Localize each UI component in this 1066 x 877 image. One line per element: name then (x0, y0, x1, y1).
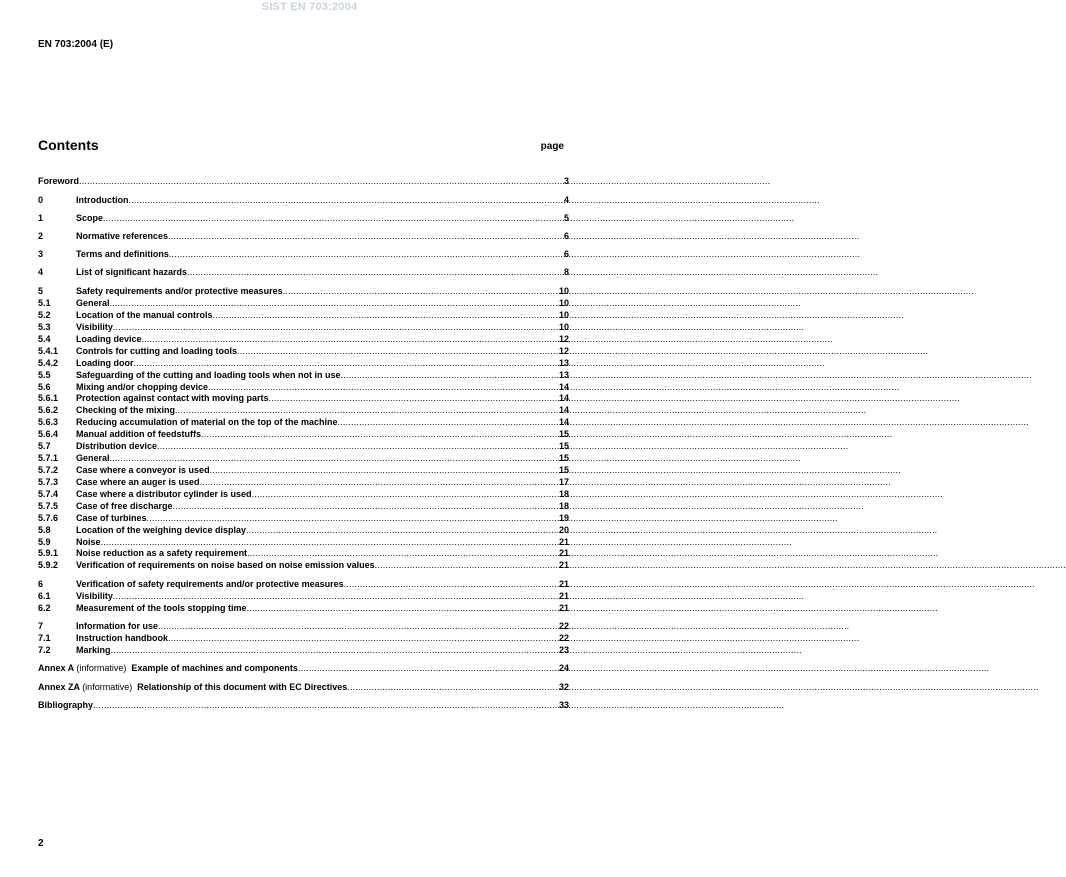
toc-page-number: 13 (558, 358, 569, 368)
toc-dot-leader (113, 591, 559, 602)
toc-dot-leader (142, 334, 559, 345)
toc-dot-leader (341, 370, 559, 381)
toc-title (76, 429, 201, 440)
toc-page-number: 14 (558, 417, 569, 427)
toc-dot-leader (187, 267, 564, 278)
toc-entry[interactable] (38, 477, 569, 488)
toc-entry[interactable] (38, 663, 569, 674)
toc-title-text: Visibility (76, 322, 113, 332)
document-id: EN 703:2004 (E) (38, 39, 114, 50)
toc-section-number: 5.6.2 (38, 405, 59, 415)
toc-dot-leader (210, 465, 559, 476)
toc-entry[interactable] (38, 322, 569, 333)
toc-title-text: Case where a conveyor is used (76, 465, 210, 475)
toc-dot-leader (157, 441, 559, 452)
toc-title-text: Instruction handbook (76, 633, 168, 643)
toc-title (76, 501, 173, 512)
toc-page-number: 21 (558, 603, 569, 613)
toc-dot-leader (111, 645, 559, 656)
toc-page-number: 24 (558, 663, 569, 673)
toc-dot-leader (175, 405, 559, 416)
toc-informative-label: (informative) (82, 682, 133, 692)
toc-title-text: Mixing and/or chopping device (76, 382, 209, 392)
toc-dot-leader (134, 358, 559, 369)
toc-dot-leader (200, 477, 559, 488)
toc-section-number: 5.5 (38, 370, 51, 380)
toc-title (38, 663, 298, 674)
toc-entry[interactable] (38, 453, 569, 464)
toc-title-text: Case of turbines (76, 513, 147, 523)
toc-title (38, 176, 79, 187)
toc-title (76, 591, 113, 602)
toc-title (76, 358, 134, 369)
toc-title-text: Foreword (38, 176, 80, 186)
toc-dot-leader (298, 663, 559, 674)
toc-title-text: Controls for cutting and loading tools (76, 346, 237, 356)
toc-entry[interactable] (38, 560, 569, 571)
toc-section-number: 7.2 (38, 645, 51, 655)
toc-page-number: 14 (558, 405, 569, 415)
toc-entry[interactable] (38, 405, 569, 416)
toc-informative-label: (informative) (76, 663, 127, 673)
toc-dot-leader (110, 453, 559, 464)
toc-title (76, 298, 110, 309)
toc-entry[interactable] (38, 298, 569, 309)
toc-dot-leader (283, 286, 559, 297)
toc-dot-leader (103, 213, 564, 224)
toc-page-number: 21 (558, 537, 569, 547)
toc-entry[interactable] (38, 231, 569, 242)
toc-title-text: Verification of safety requirements and/or protective measures (76, 579, 344, 589)
toc-title-text: List of significant hazards (76, 267, 188, 277)
toc-title-text: Annex ZA (38, 682, 80, 692)
toc-title (38, 700, 93, 711)
toc-section-number: 5.9 (38, 537, 51, 547)
toc-page-number: 32 (558, 682, 569, 692)
toc-page-number: 15 (558, 441, 569, 451)
toc-section-number: 5.7.3 (38, 477, 59, 487)
toc-title-text: Annex A (38, 663, 74, 673)
toc-annex-title: Example of machines and components (131, 663, 298, 673)
toc-page-number: 22 (558, 621, 569, 631)
toc-section-number: 5.4.2 (38, 358, 59, 368)
toc-page-number: 5 (563, 213, 569, 223)
toc-annex-title: Relationship of this document with EC Directives (137, 682, 348, 692)
toc-title (76, 249, 169, 260)
toc-page-number: 21 (558, 591, 569, 601)
toc-title (76, 560, 375, 571)
toc-dot-leader (129, 195, 564, 206)
toc-section-number: 5.7.1 (38, 453, 59, 463)
toc-section-number: 5.4.1 (38, 346, 59, 356)
toc-entry[interactable] (38, 633, 569, 644)
toc-page-number: 20 (558, 525, 569, 535)
toc-title-text: General (76, 453, 110, 463)
toc-entry[interactable] (38, 393, 569, 404)
toc-dot-leader (147, 513, 559, 524)
toc-entry[interactable] (38, 417, 569, 428)
toc-dot-leader (246, 525, 559, 536)
toc-dot-leader (213, 310, 559, 321)
toc-title-text: Bibliography (38, 700, 94, 710)
toc-entry[interactable] (38, 195, 569, 206)
toc-entry[interactable] (38, 334, 569, 345)
toc-page-number: 21 (558, 560, 569, 570)
toc-dot-leader (247, 603, 559, 614)
toc-title-text: Checking of the mixing (76, 405, 176, 415)
toc-title (76, 513, 147, 524)
toc-title-text: Reducing accumulation of material on the top of the machine (76, 417, 338, 427)
toc-page-number: 6 (563, 249, 569, 259)
toc-entry[interactable] (38, 370, 569, 381)
toc-section-number: 5.7.6 (38, 513, 59, 523)
toc-page-number: 17 (558, 477, 569, 487)
toc-entry[interactable] (38, 525, 569, 536)
toc-entry[interactable] (38, 382, 569, 393)
contents-heading: Contents (38, 137, 99, 153)
toc-title-text: Verification of requirements on noise based on noise emission values (76, 560, 375, 570)
toc-title (76, 579, 344, 590)
toc-section-number: 7.1 (38, 633, 51, 643)
toc-entry[interactable] (38, 346, 569, 357)
toc-title (38, 682, 347, 693)
toc-entry[interactable] (38, 267, 569, 278)
toc-section-number: 5.1 (38, 298, 51, 308)
toc-title (76, 267, 187, 278)
toc-section-number: 5.2 (38, 310, 51, 320)
toc-title-text: Case of free discharge (76, 501, 173, 511)
toc-title-text: Measurement of the tools stopping time (76, 603, 247, 613)
toc-title (76, 393, 269, 404)
toc-dot-leader (201, 429, 559, 440)
toc-title (76, 525, 246, 536)
toc-entry[interactable] (38, 429, 569, 440)
toc-entry[interactable] (38, 591, 569, 602)
toc-dot-leader (101, 537, 559, 548)
toc-entry[interactable] (38, 501, 569, 512)
toc-entry[interactable] (38, 621, 569, 632)
toc-section-number: 5.7.5 (38, 501, 59, 511)
toc-dot-leader (347, 682, 559, 693)
toc-title (76, 231, 168, 242)
toc-entry[interactable] (38, 700, 569, 711)
toc-title-text: General (76, 298, 110, 308)
toc-page-number: 15 (558, 453, 569, 463)
toc-entry[interactable] (38, 645, 569, 656)
toc-title (76, 417, 338, 428)
toc-title-text: Information for use (76, 621, 159, 631)
toc-section-number: 6.1 (38, 591, 51, 601)
toc-dot-leader (93, 700, 559, 711)
toc-section-number: 5.7 (38, 441, 51, 451)
toc-section-number: 5.6.3 (38, 417, 59, 427)
toc-dot-leader (113, 322, 559, 333)
toc-entry[interactable] (38, 603, 569, 614)
toc-entry[interactable] (38, 548, 569, 559)
toc-title (76, 548, 247, 559)
toc-section-number: 6 (38, 579, 44, 589)
toc-page-number: 22 (558, 633, 569, 643)
toc-title (76, 322, 113, 333)
toc-page-number: 15 (558, 429, 569, 439)
toc-section-number: 5.9.1 (38, 548, 59, 558)
toc-entry[interactable] (38, 537, 569, 548)
toc-page-number: 19 (558, 513, 569, 523)
toc-title-text: Location of the manual controls (76, 310, 213, 320)
toc-title (76, 477, 200, 488)
toc-page-number: 12 (558, 346, 569, 356)
toc-entry[interactable] (38, 286, 569, 297)
toc-entry[interactable] (38, 513, 569, 524)
toc-page-number: 10 (558, 310, 569, 320)
toc-page-number: 12 (558, 334, 569, 344)
toc-title (76, 603, 247, 614)
toc-title-text: Introduction (76, 195, 129, 205)
toc-dot-leader (338, 417, 559, 428)
toc-dot-leader (158, 621, 559, 632)
toc-section-number: 2 (38, 231, 44, 241)
toc-page-number: 10 (558, 322, 569, 332)
toc-section-number: 5.9.2 (38, 560, 59, 570)
toc-title-text: Normative references (76, 231, 169, 241)
toc-title (76, 382, 208, 393)
toc-title-text: Manual addition of feedstuffs (76, 429, 201, 439)
toc-dot-leader (169, 249, 564, 260)
toc-title-text: Terms and definitions (76, 249, 169, 259)
toc-entry[interactable] (38, 213, 569, 224)
toc-section-number: 5.3 (38, 322, 51, 332)
toc-page-number: 21 (558, 579, 569, 589)
toc-section-number: 5.6.1 (38, 393, 59, 403)
toc-title (76, 645, 111, 656)
toc-dot-leader (110, 298, 559, 309)
page-column-label: page (540, 141, 564, 152)
toc-title (76, 621, 158, 632)
toc-page-number: 23 (558, 645, 569, 655)
watermark: SIST EN 703:2004 (261, 1, 358, 13)
toc-section-number: 0 (38, 195, 44, 205)
toc-title-text: Visibility (76, 591, 113, 601)
toc-title-text: Case where an auger is used (76, 477, 200, 487)
toc-title-text: Protection against contact with moving parts (76, 393, 269, 403)
toc-section-number: 5.7.2 (38, 465, 59, 475)
toc-page-number: 14 (558, 393, 569, 403)
toc-entry[interactable] (38, 358, 569, 369)
toc-title-text: Location of the weighing device display (76, 525, 247, 535)
toc-section-number: 5.8 (38, 525, 51, 535)
toc-title-text: Loading door (76, 358, 134, 368)
toc-page-number: 8 (563, 267, 569, 277)
toc-dot-leader (375, 560, 559, 571)
toc-title (76, 334, 142, 345)
toc-page-number: 10 (558, 298, 569, 308)
toc-title (76, 195, 129, 206)
page-number: 2 (38, 838, 44, 849)
toc-dot-leader (237, 346, 559, 357)
toc-title (76, 405, 175, 416)
toc-title-text: Case where a distributor cylinder is used (76, 489, 252, 499)
toc-section-number: 3 (38, 249, 44, 259)
toc-section-number: 5.6.4 (38, 429, 59, 439)
toc-title (76, 465, 210, 476)
toc-section-number: 5.6 (38, 382, 51, 392)
toc-title-text: Noise (76, 537, 101, 547)
toc-page-number: 13 (558, 370, 569, 380)
toc-dot-leader (168, 633, 559, 644)
toc-title (76, 346, 237, 357)
toc-title (76, 286, 283, 297)
toc-entry[interactable] (38, 249, 569, 260)
toc-page-number: 6 (563, 231, 569, 241)
toc-entry[interactable] (38, 176, 569, 187)
toc-section-number: 5 (38, 286, 44, 296)
toc-entry[interactable] (38, 682, 569, 693)
toc-section-number: 5.7.4 (38, 489, 59, 499)
toc-title-text: Loading device (76, 334, 142, 344)
toc-page-number: 21 (558, 548, 569, 558)
toc-page-number: 10 (558, 286, 569, 296)
toc-title-text: Marking (76, 645, 111, 655)
toc-title (76, 537, 101, 548)
toc-title (76, 453, 110, 464)
toc-section-number: 4 (38, 267, 44, 277)
toc-title-text: Safety requirements and/or protective measures (76, 286, 283, 296)
toc-section-number: 1 (38, 213, 44, 223)
toc-title-text: Noise reduction as a safety requirement (76, 548, 248, 558)
toc-title (76, 489, 252, 500)
toc-section-number: 7 (38, 621, 44, 631)
toc-page-number: 3 (563, 176, 569, 186)
toc-page-number: 4 (563, 195, 569, 205)
toc-entry[interactable] (38, 579, 569, 590)
toc-title (76, 310, 213, 321)
toc-title-text: Scope (76, 213, 104, 223)
toc-entry[interactable] (38, 441, 569, 452)
toc-dot-leader (79, 176, 564, 187)
toc-title (76, 213, 103, 224)
toc-dot-leader (247, 548, 559, 559)
toc-dot-leader (252, 489, 559, 500)
toc-section-number: 5.4 (38, 334, 51, 344)
toc-entry[interactable] (38, 489, 569, 500)
toc-dot-leader (269, 393, 559, 404)
toc-dot-leader (208, 382, 559, 393)
toc-page-number: 18 (558, 501, 569, 511)
toc-page-number: 18 (558, 489, 569, 499)
toc-title (76, 370, 341, 381)
toc-section-number: 6.2 (38, 603, 51, 613)
toc-page-number: 33 (558, 700, 569, 710)
toc-page-number: 15 (558, 465, 569, 475)
toc-dot-leader (168, 231, 564, 242)
toc-page-number: 14 (558, 382, 569, 392)
toc-dot-leader (344, 579, 559, 590)
toc-title (76, 441, 157, 452)
toc-title (76, 633, 168, 644)
toc-title-text: Safeguarding of the cutting and loading tools when not in use (76, 370, 341, 380)
toc-entry[interactable] (38, 465, 569, 476)
toc-title-text: Distribution device (76, 441, 158, 451)
toc-dot-leader (173, 501, 559, 512)
toc-entry[interactable] (38, 310, 569, 321)
